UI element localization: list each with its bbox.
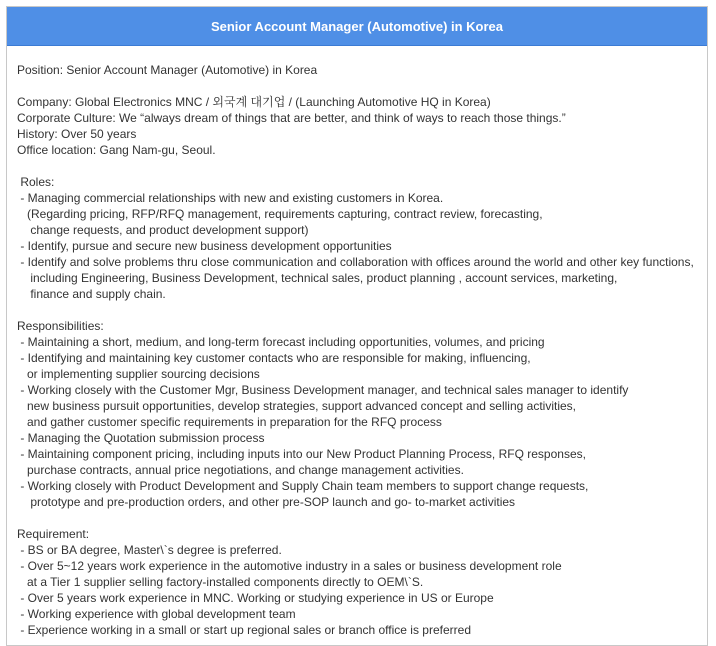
description-line: - Experience working in a small or start up regional sales or branch office is preferred bbox=[17, 623, 471, 637]
blank-line bbox=[17, 78, 707, 94]
description-line: - Working experience with global development team bbox=[17, 607, 296, 621]
description-line: - Maintaining a short, medium, and long-term forecast including opportunities, volumes, and pricing bbox=[17, 335, 545, 349]
description-line: including Engineering, Business Development, technical sales, product planning , account services, marketing, bbox=[17, 271, 618, 285]
blank-line bbox=[17, 510, 707, 526]
description-line: change requests, and product development support) bbox=[17, 223, 309, 237]
blank-line bbox=[17, 302, 707, 318]
description-line: - Managing commercial relationships with new and existing customers in Korea. bbox=[17, 191, 444, 205]
description-line: Position: Senior Account Manager (Automotive) in Korea bbox=[17, 63, 318, 77]
description-line: - Maintaining component pricing, including inputs into our New Product Planning Process, RFQ responses, bbox=[17, 447, 586, 461]
description-line: purchase contracts, annual price negotiations, and change management activities. bbox=[17, 463, 464, 477]
description-line: or implementing supplier sourcing decisions bbox=[17, 367, 260, 381]
description-line: prototype and pre-production orders, and other pre-SOP launch and go- to-market activities bbox=[17, 495, 516, 509]
job-title: Senior Account Manager (Automotive) in Korea bbox=[210, 18, 504, 34]
job-description bbox=[7, 46, 707, 638]
description-line: new business pursuit opportunities, develop strategies, support advanced concept and selling activities, bbox=[17, 399, 576, 413]
description-line: - Identify, pursue and secure new business development opportunities bbox=[17, 239, 392, 253]
description-line: History: Over 50 years bbox=[17, 127, 137, 141]
description-line: Roles: bbox=[17, 175, 55, 189]
description-line: Requirement: bbox=[17, 527, 90, 541]
job-title-header bbox=[7, 7, 707, 46]
description-line: Company: Global Electronics MNC / 외국계 대기업 / (Launching Automotive HQ in Korea) bbox=[17, 95, 491, 109]
job-posting-panel bbox=[6, 6, 708, 646]
description-line: - Over 5 years work experience in MNC. Working or studying experience in US or Europe bbox=[17, 591, 494, 605]
description-line: - Working closely with the Customer Mgr, Business Development manager, and technical sales manager to identify bbox=[17, 383, 629, 397]
description-line: - Over 5~12 years work experience in the automotive industry in a sales or business development role bbox=[17, 559, 562, 573]
description-line: Office location: Gang Nam-gu, Seoul. bbox=[17, 143, 216, 157]
description-line: and gather customer specific requirements in preparation for the RFQ process bbox=[17, 415, 442, 429]
description-line: Corporate Culture: We “always dream of things that are better, and think of ways to reach those things.” bbox=[17, 111, 566, 125]
description-line: Responsibilities: bbox=[17, 319, 104, 333]
description-line: - Identify and solve problems thru close communication and collaboration with offices around the world and other key functions, bbox=[17, 255, 694, 269]
description-line: at a Tier 1 supplier selling factory-installed components directly to OEM\`S. bbox=[17, 575, 424, 589]
description-line: - Managing the Quotation submission process bbox=[17, 431, 265, 445]
description-line: (Regarding pricing, RFP/RFQ management, requirements capturing, contract review, forecasting, bbox=[17, 207, 543, 221]
description-line: - BS or BA degree, Master\`s degree is preferred. bbox=[17, 543, 282, 557]
description-line: - Identifying and maintaining key customer contacts who are responsible for making, influencing, bbox=[17, 351, 531, 365]
description-line: - Working closely with Product Development and Supply Chain team members to support change requests, bbox=[17, 479, 589, 493]
description-line: finance and supply chain. bbox=[17, 287, 166, 301]
blank-line bbox=[17, 158, 707, 174]
